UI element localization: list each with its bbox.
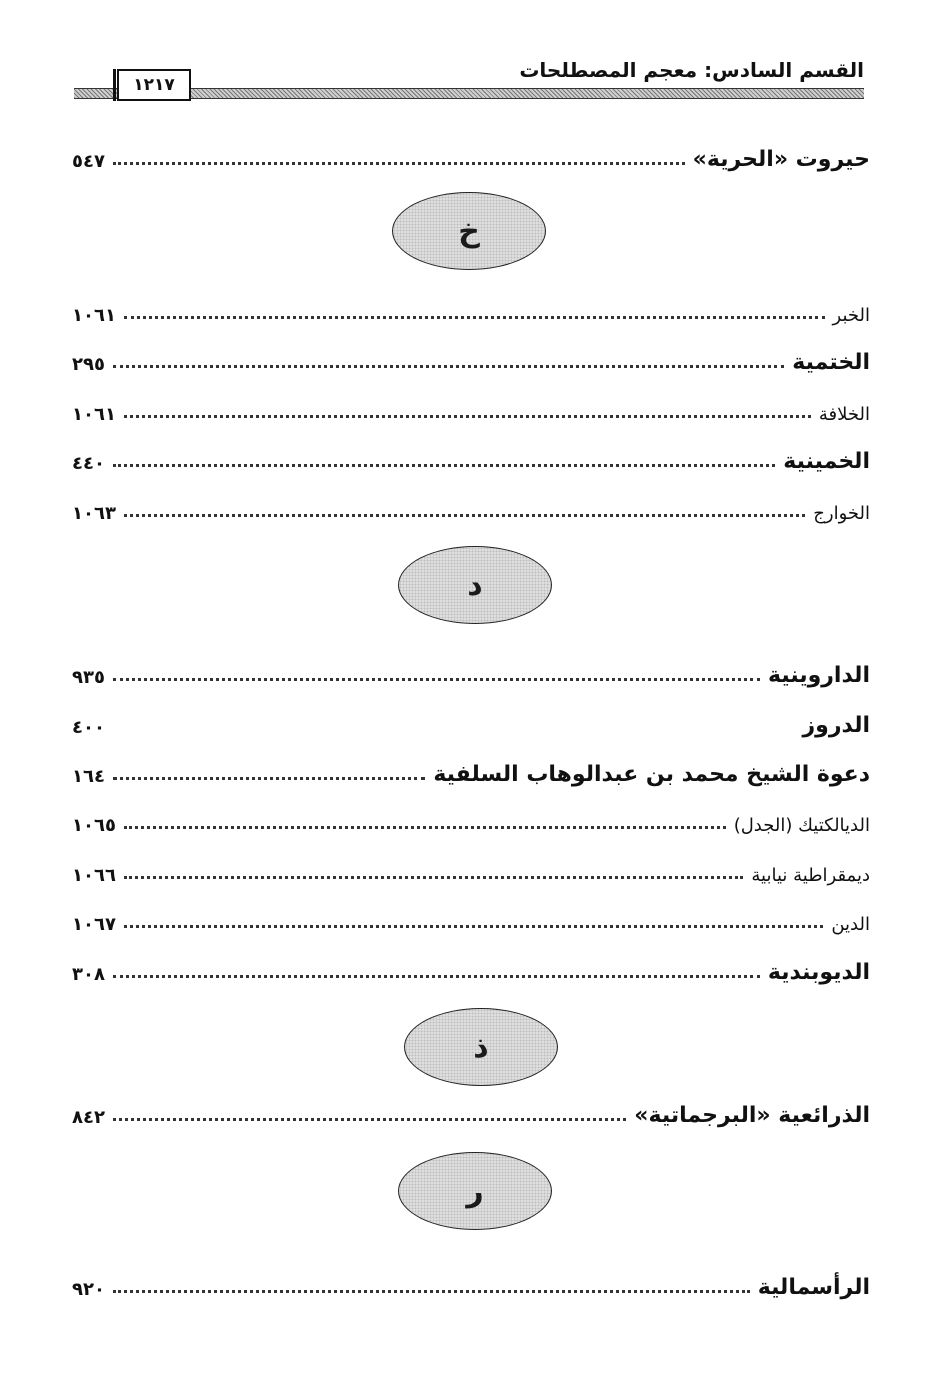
dot-leader — [113, 464, 775, 467]
entry-term: الديالكتيك (الجدل) — [733, 815, 870, 836]
dot-leader — [113, 678, 760, 681]
header-title: القسم السادس: معجم المصطلحات — [519, 58, 864, 82]
entry-page: ٩٣٥ — [72, 667, 105, 688]
entry-page: ٢٩٥ — [72, 354, 105, 375]
index-entry — [72, 138, 870, 172]
index-entry — [72, 1266, 870, 1300]
header-rule — [74, 88, 864, 99]
entry-page: ٨٤٢ — [72, 1107, 105, 1128]
entry-page: ٤٠٠ — [72, 717, 105, 738]
index-entry — [72, 802, 870, 836]
entry-page: ٤٤٠ — [72, 453, 105, 474]
entry-term: الديوبندية — [767, 960, 870, 985]
index-entry — [72, 704, 870, 738]
letter-heading-oval — [404, 1008, 558, 1086]
index-entry — [72, 341, 870, 375]
entry-term: الداروينية — [768, 663, 870, 688]
entry-term: ديمقراطية نيابية — [751, 865, 870, 886]
index-entry — [72, 654, 870, 688]
entry-term: الدروز — [802, 713, 870, 738]
entry-page: ١٠٦١ — [72, 305, 116, 326]
entry-page: ٩٢٠ — [72, 1279, 105, 1300]
entry-term: حيروت «الحرية» — [692, 147, 870, 172]
entry-term: الدين — [831, 914, 870, 935]
letter-heading-oval — [392, 192, 546, 270]
letter-heading-oval — [398, 1152, 552, 1230]
letter-heading: ذ — [473, 1029, 489, 1065]
dot-leader — [124, 415, 811, 418]
entry-page: ١٦٤ — [72, 766, 105, 787]
index-entry — [72, 292, 870, 326]
entry-term: الختمية — [792, 350, 870, 375]
entry-term: الخمينية — [783, 449, 870, 474]
letter-heading: خ — [458, 213, 480, 249]
entry-term: الخلافة — [818, 404, 870, 425]
entry-page: ١٠٦١ — [72, 404, 116, 425]
entry-term: دعوة الشيخ محمد بن عبدالوهاب السلفية — [433, 762, 870, 787]
entry-page: ٥٤٧ — [72, 151, 105, 172]
dot-leader — [124, 514, 805, 517]
dot-leader — [113, 1290, 750, 1293]
dot-leader — [124, 316, 825, 319]
entry-page: ١٠٦٧ — [72, 914, 116, 935]
letter-heading-oval — [398, 546, 552, 624]
entry-term: الخوارج — [813, 503, 870, 524]
index-entry — [72, 901, 870, 935]
dot-leader — [113, 365, 784, 368]
entry-term: الذرائعية «البرجماتية» — [634, 1103, 870, 1128]
dot-leader — [124, 925, 823, 928]
index-entry — [72, 490, 870, 524]
index-entry — [72, 951, 870, 985]
letter-heading: د — [467, 567, 483, 603]
entry-term: الرأسمالية — [757, 1275, 870, 1300]
letter-heading: ر — [466, 1173, 484, 1209]
entry-page: ٣٠٨ — [72, 964, 105, 985]
dot-leader — [124, 826, 726, 829]
entry-page: ١٠٦٥ — [72, 815, 116, 836]
entry-term: الخبر — [832, 305, 870, 326]
dot-leader — [113, 162, 685, 165]
dot-leader — [113, 777, 425, 780]
index-entry — [72, 391, 870, 425]
index-entry — [72, 753, 870, 787]
entry-page: ١٠٦٣ — [72, 503, 116, 524]
index-entry — [72, 440, 870, 474]
index-entry — [72, 852, 870, 886]
entry-page: ١٠٦٦ — [72, 865, 116, 886]
page-number: ١٢١٧ — [117, 69, 191, 101]
index-entry — [72, 1094, 870, 1128]
dot-leader — [113, 1118, 626, 1121]
dot-leader — [124, 876, 743, 879]
dot-leader — [113, 975, 760, 978]
